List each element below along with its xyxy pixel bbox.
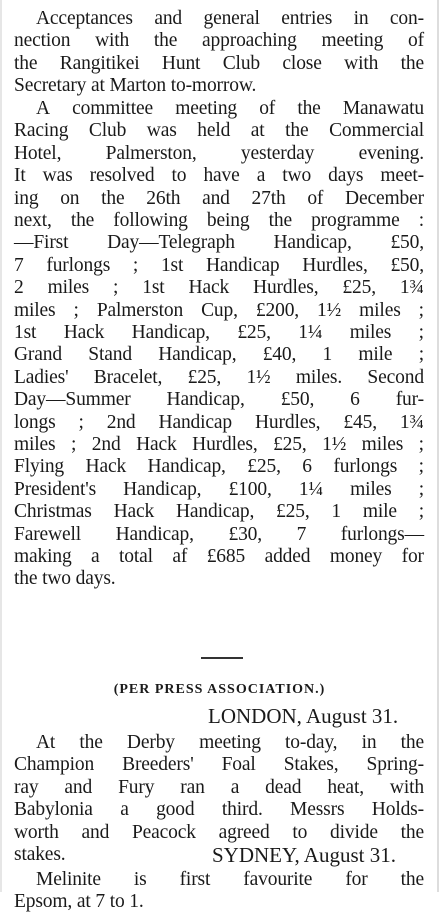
section-divider-rule [201,657,243,659]
text-line: Grand Stand Handicap, £40, 1 mile ; [14,344,424,366]
sydney-dateline-text: SYDNEY, August 31. [212,843,396,867]
text-line: making a total af £685 added money for [14,546,424,567]
text-line: President's Handicap, £100, 1¼ miles ; [14,478,424,500]
text-line: Christmas Hack Handicap, £25, 1 mile ; [14,501,424,523]
text-line: miles ; 2nd Hack Hurdles, £25, 1½ miles ; [14,434,424,455]
text-line: stakes. [14,844,66,865]
text-line: Acceptances and general entries in con- [36,8,424,29]
text-line: Melinite is first favourite for the [36,869,424,890]
text-line: At the Derby meeting to-day, in the [36,732,424,753]
sydney-dateline [212,843,396,867]
text-line: nection with the approaching meeting of [14,30,424,52]
text-line: 1st Hack Handicap, £25, 1¼ miles ; [14,322,424,343]
text-line: next, the following being the programme : [14,210,424,231]
text-line: Secretary at Marton to-morrow. [14,75,257,97]
london-dateline-text: LONDON, August 31. [208,704,399,728]
text-line: longs ; 2nd Handicap Hurdles, £45, 1¾ [14,411,424,433]
text-line: ing on the 26th and 27th of December [14,187,424,209]
text-line: A committee meeting of the Manawatu [36,98,424,119]
text-line: worth and Peacock agreed to divide the [14,821,424,843]
text-line: 2 miles ; 1st Hack Hurdles, £25, 1¾ [14,277,424,299]
press-association-heading: (PER PRESS ASSOCIATION.) [113,682,326,697]
text-line: Ladies' Bracelet, £25, 1½ miles. Second [14,366,424,388]
text-line: miles ; Palmerston Cup, £200, 1½ miles ; [14,299,424,321]
left-column-edge [0,0,2,892]
text-line: Babylonia a good third. Messrs Holds- [14,799,424,821]
text-line: ray and Fury ran a dead heat, with [14,776,424,798]
text-line: Day—Summer Handicap, £50, 6 fur- [14,389,424,411]
text-line: the two days. [14,568,116,590]
text-line: Hotel, Palmerston, yesterday evening. [14,142,424,164]
text-line: 7 furlongs ; 1st Handicap Hurdles, £50, [14,254,424,276]
text-line: —First Day—Telegraph Handicap, £50, [14,232,424,254]
text-line: Champion Breeders' Foal Stakes, Spring- [14,754,424,776]
text-line: Epsom, at 7 to 1. [14,891,144,913]
text-line: Racing Club was held at the Commercial [14,120,424,142]
text-line: Farewell Handicap, £30, 7 furlongs— [14,523,424,545]
text-line: It was resolved to have a two days meet- [14,165,424,187]
text-line: Flying Hack Handicap, £25, 6 furlongs ; [14,456,424,478]
text-line: the Rangitikei Hunt Club close with the [14,52,424,74]
london-dateline [208,704,398,728]
